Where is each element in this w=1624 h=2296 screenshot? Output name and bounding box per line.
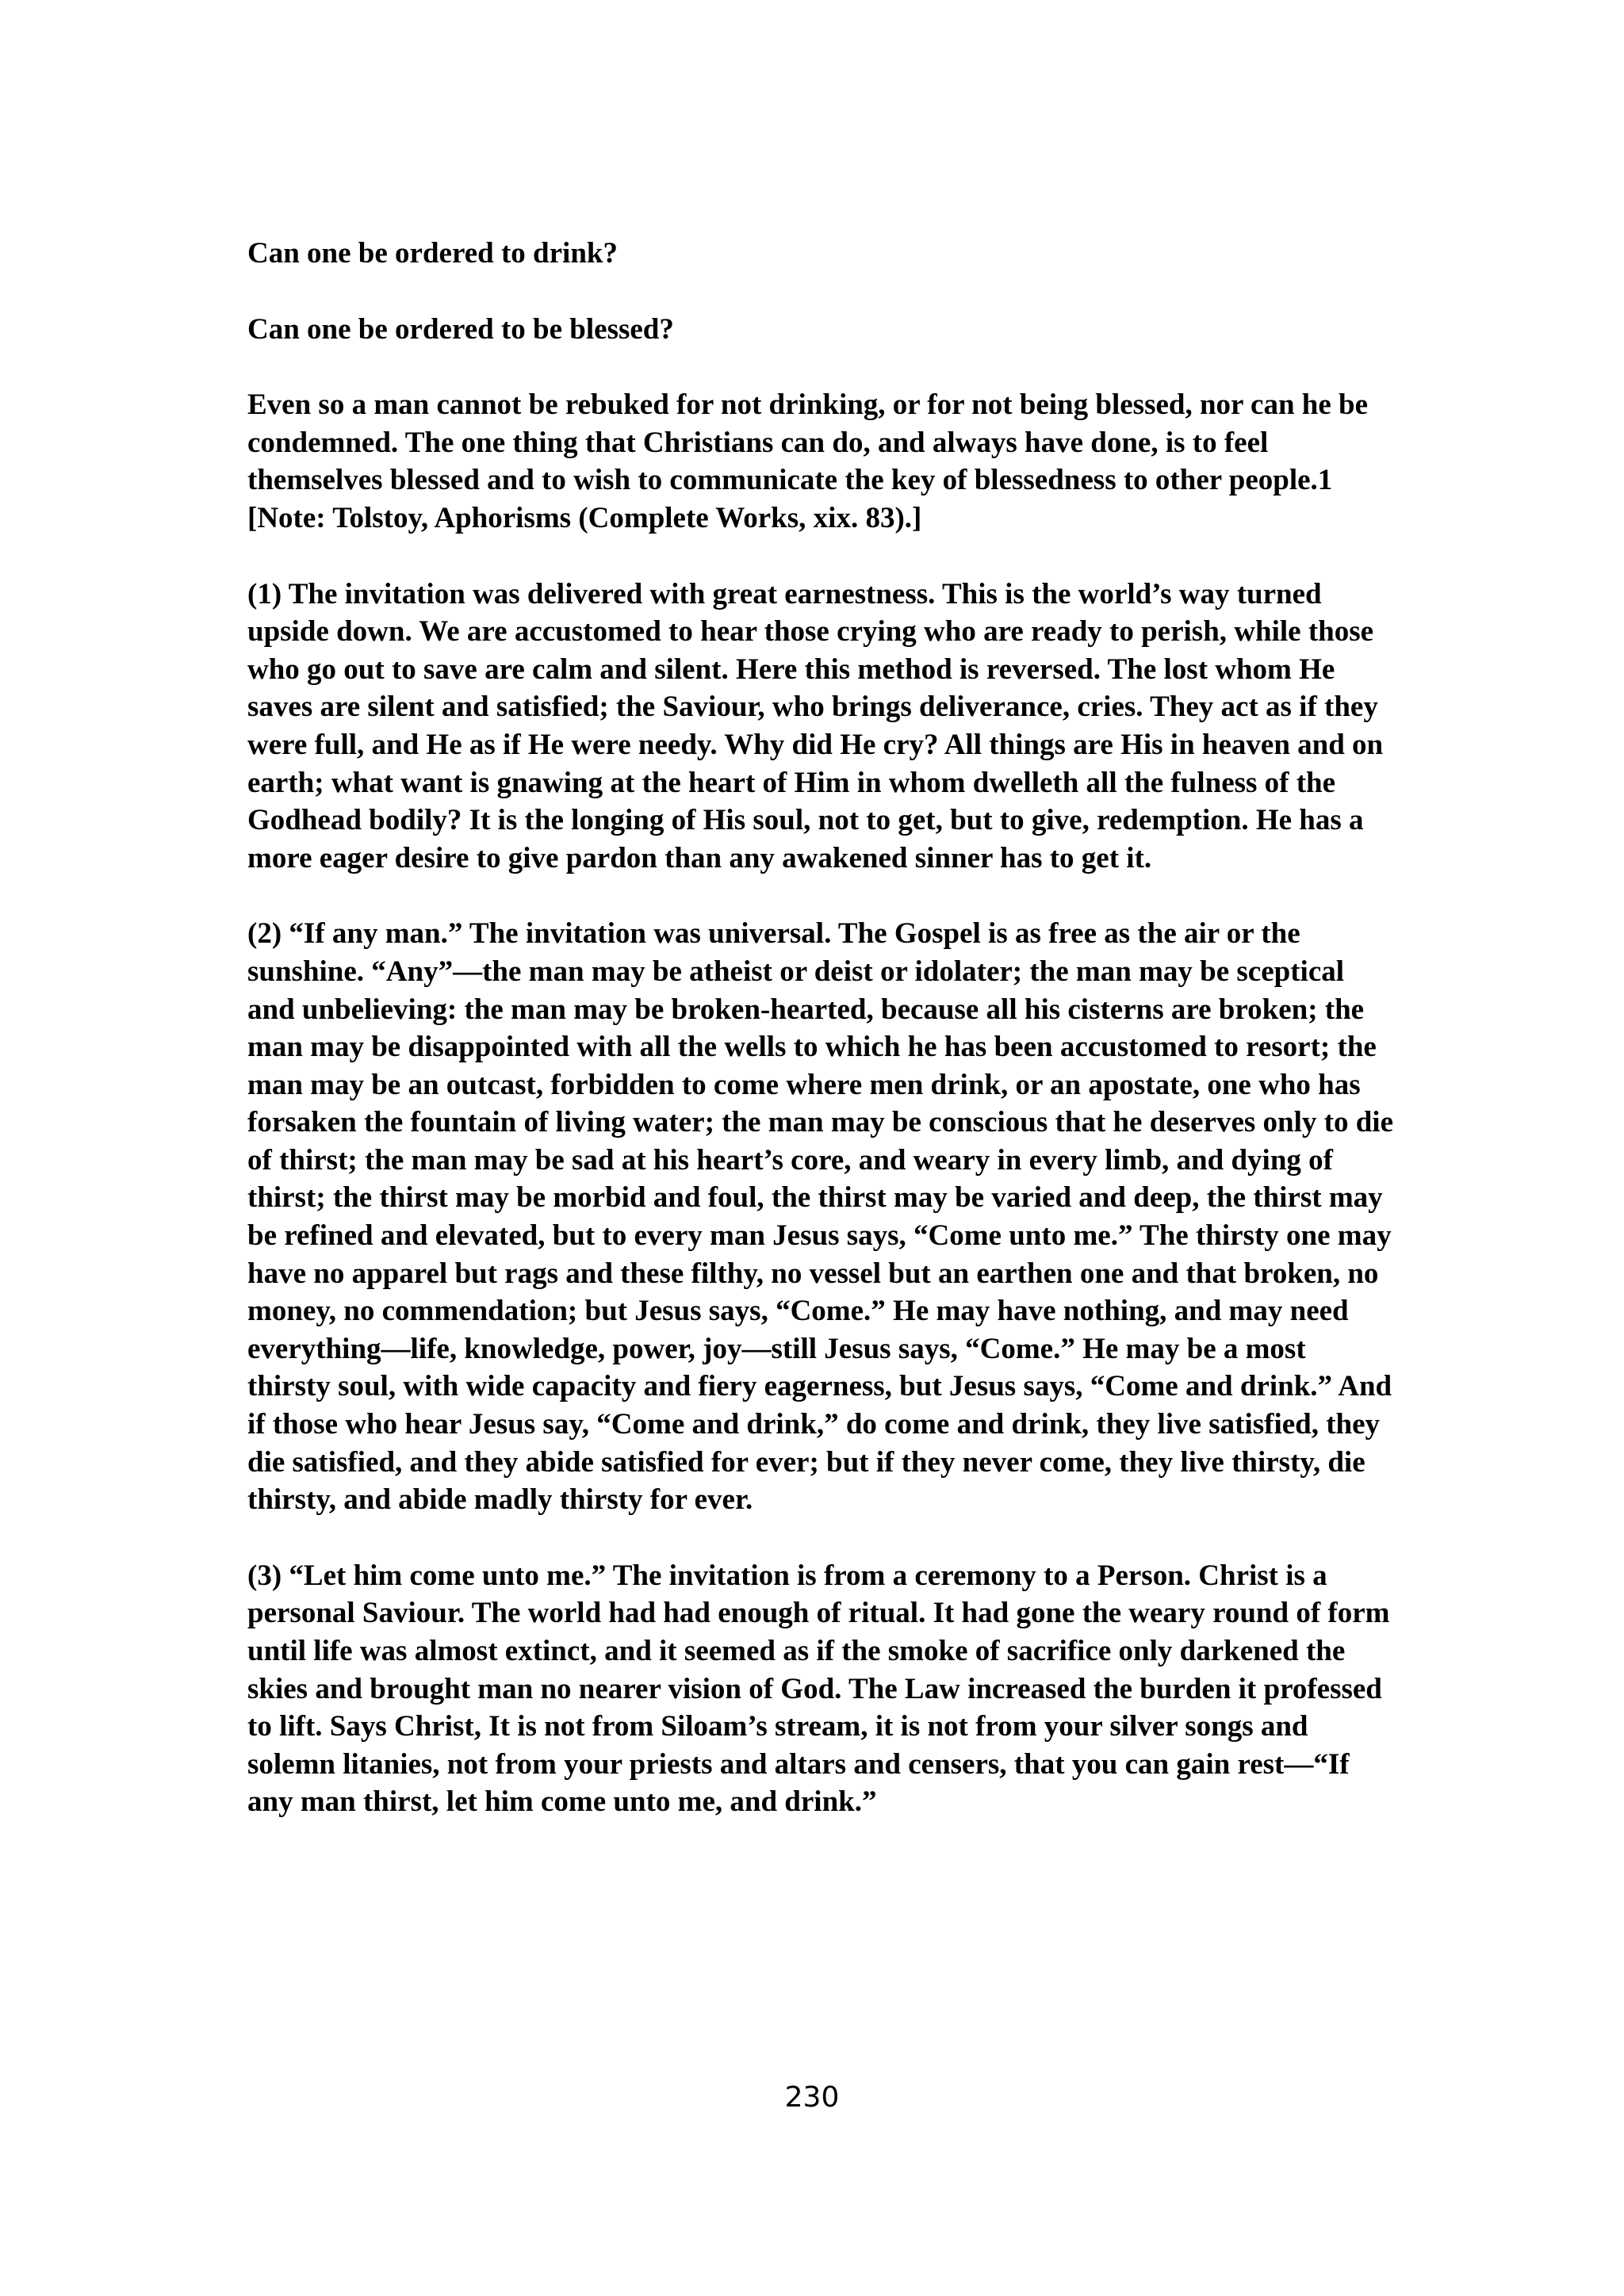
paragraph: (2) “If any man.” The invitation was universal. The Gospel is as free as the air or the sunshine. “Any”—the man may be atheist or deist or idolater; the man may be sceptical and unbelieving: the man may be broken-hearted, because all his cisterns are broken; the man may be disappointed with all the wells to which he has been accustomed to resort; the man may be an outcast, forbidden to come where men drink, or an apostate, one who has forsaken the fountain of living water; the man may be conscious that he deserves only to die of thirst; the man may be sad at his heart’s core, and weary in every limb, and dying of thirst; the thirst may be morbid and foul, the thirst may be varied and deep, the thirst may be refined and elevated, but to every man Jesus says, “Come unto me.” The thirsty one may have no apparel but rags and these filthy, no vessel but an earthen one and that broken, no money, no commendation; but Jesus says, “Come.” He may have nothing, and may need everything—life, knowledge, power, joy—still Jesus says, “Come.” He may be a most thirsty soul, with wide capacity and fiery eagerness, but Jesus says, “Come and drink.” And if those who hear Jesus say, “Come and drink,” do come and drink, they live satisfied, they die satisfied, and they abide satisfied for ever; but if they never come, they live thirsty, die thirsty, and abide madly thirsty for ever. — [247, 917, 1394, 1517]
paragraph: Can one be ordered to drink? — [247, 237, 618, 270]
paragraph: (1) The invitation was delivered with great earnestness. This is the world’s way turned upside down. We are accustomed to hear those crying who are ready to perish, while those who go out to save are calm and silent. Here this method is reversed. The lost whom He saves are silent and satisfied; the Saviour, who brings deliverance, cries. They act as if they were full, and He as if He were needy. Why did He cry? All things are His in heaven and on earth; what want is gnawing at the heart of Him in whom dwelleth all the fulness of the Godhead bodily? It is the longing of His soul, not to get, but to give, redemption. He has a more eager desire to give pardon than any awakened sinner has to get it. — [247, 577, 1384, 874]
body-text — [247, 235, 1396, 1859]
paragraph: (3) “Let him come unto me.” The invitation is from a ceremony to a Person. Christ is a personal Saviour. The world had had enough of ritual. It had gone the weary round of form until life was almost extinct, and it seemed as if the smoke of sacrifice only darkened the skies and brought man no nearer vision of God. The Law increased the burden it professed to lift. Says Christ, It is not from Siloam’s stream, it is not from your silver songs and solemn litanies, not from your priests and altars and censers, that you can gain rest—“If any man thirst, let him come unto me, and drink.” — [247, 1559, 1390, 1819]
page-number: 230 — [784, 2081, 840, 2114]
paragraph: Even so a man cannot be rebuked for not drinking, or for not being blessed, nor can he be condemned. The one thing that Christians can do, and always have done, is to feel themselves blessed and to wish to communicate the key of blessedness to other people.1 [Note: Tolstoy, Aphorisms (Complete Works, xix. 83).] — [247, 388, 1369, 534]
paragraph: Can one be ordered to be blessed? — [247, 312, 674, 346]
